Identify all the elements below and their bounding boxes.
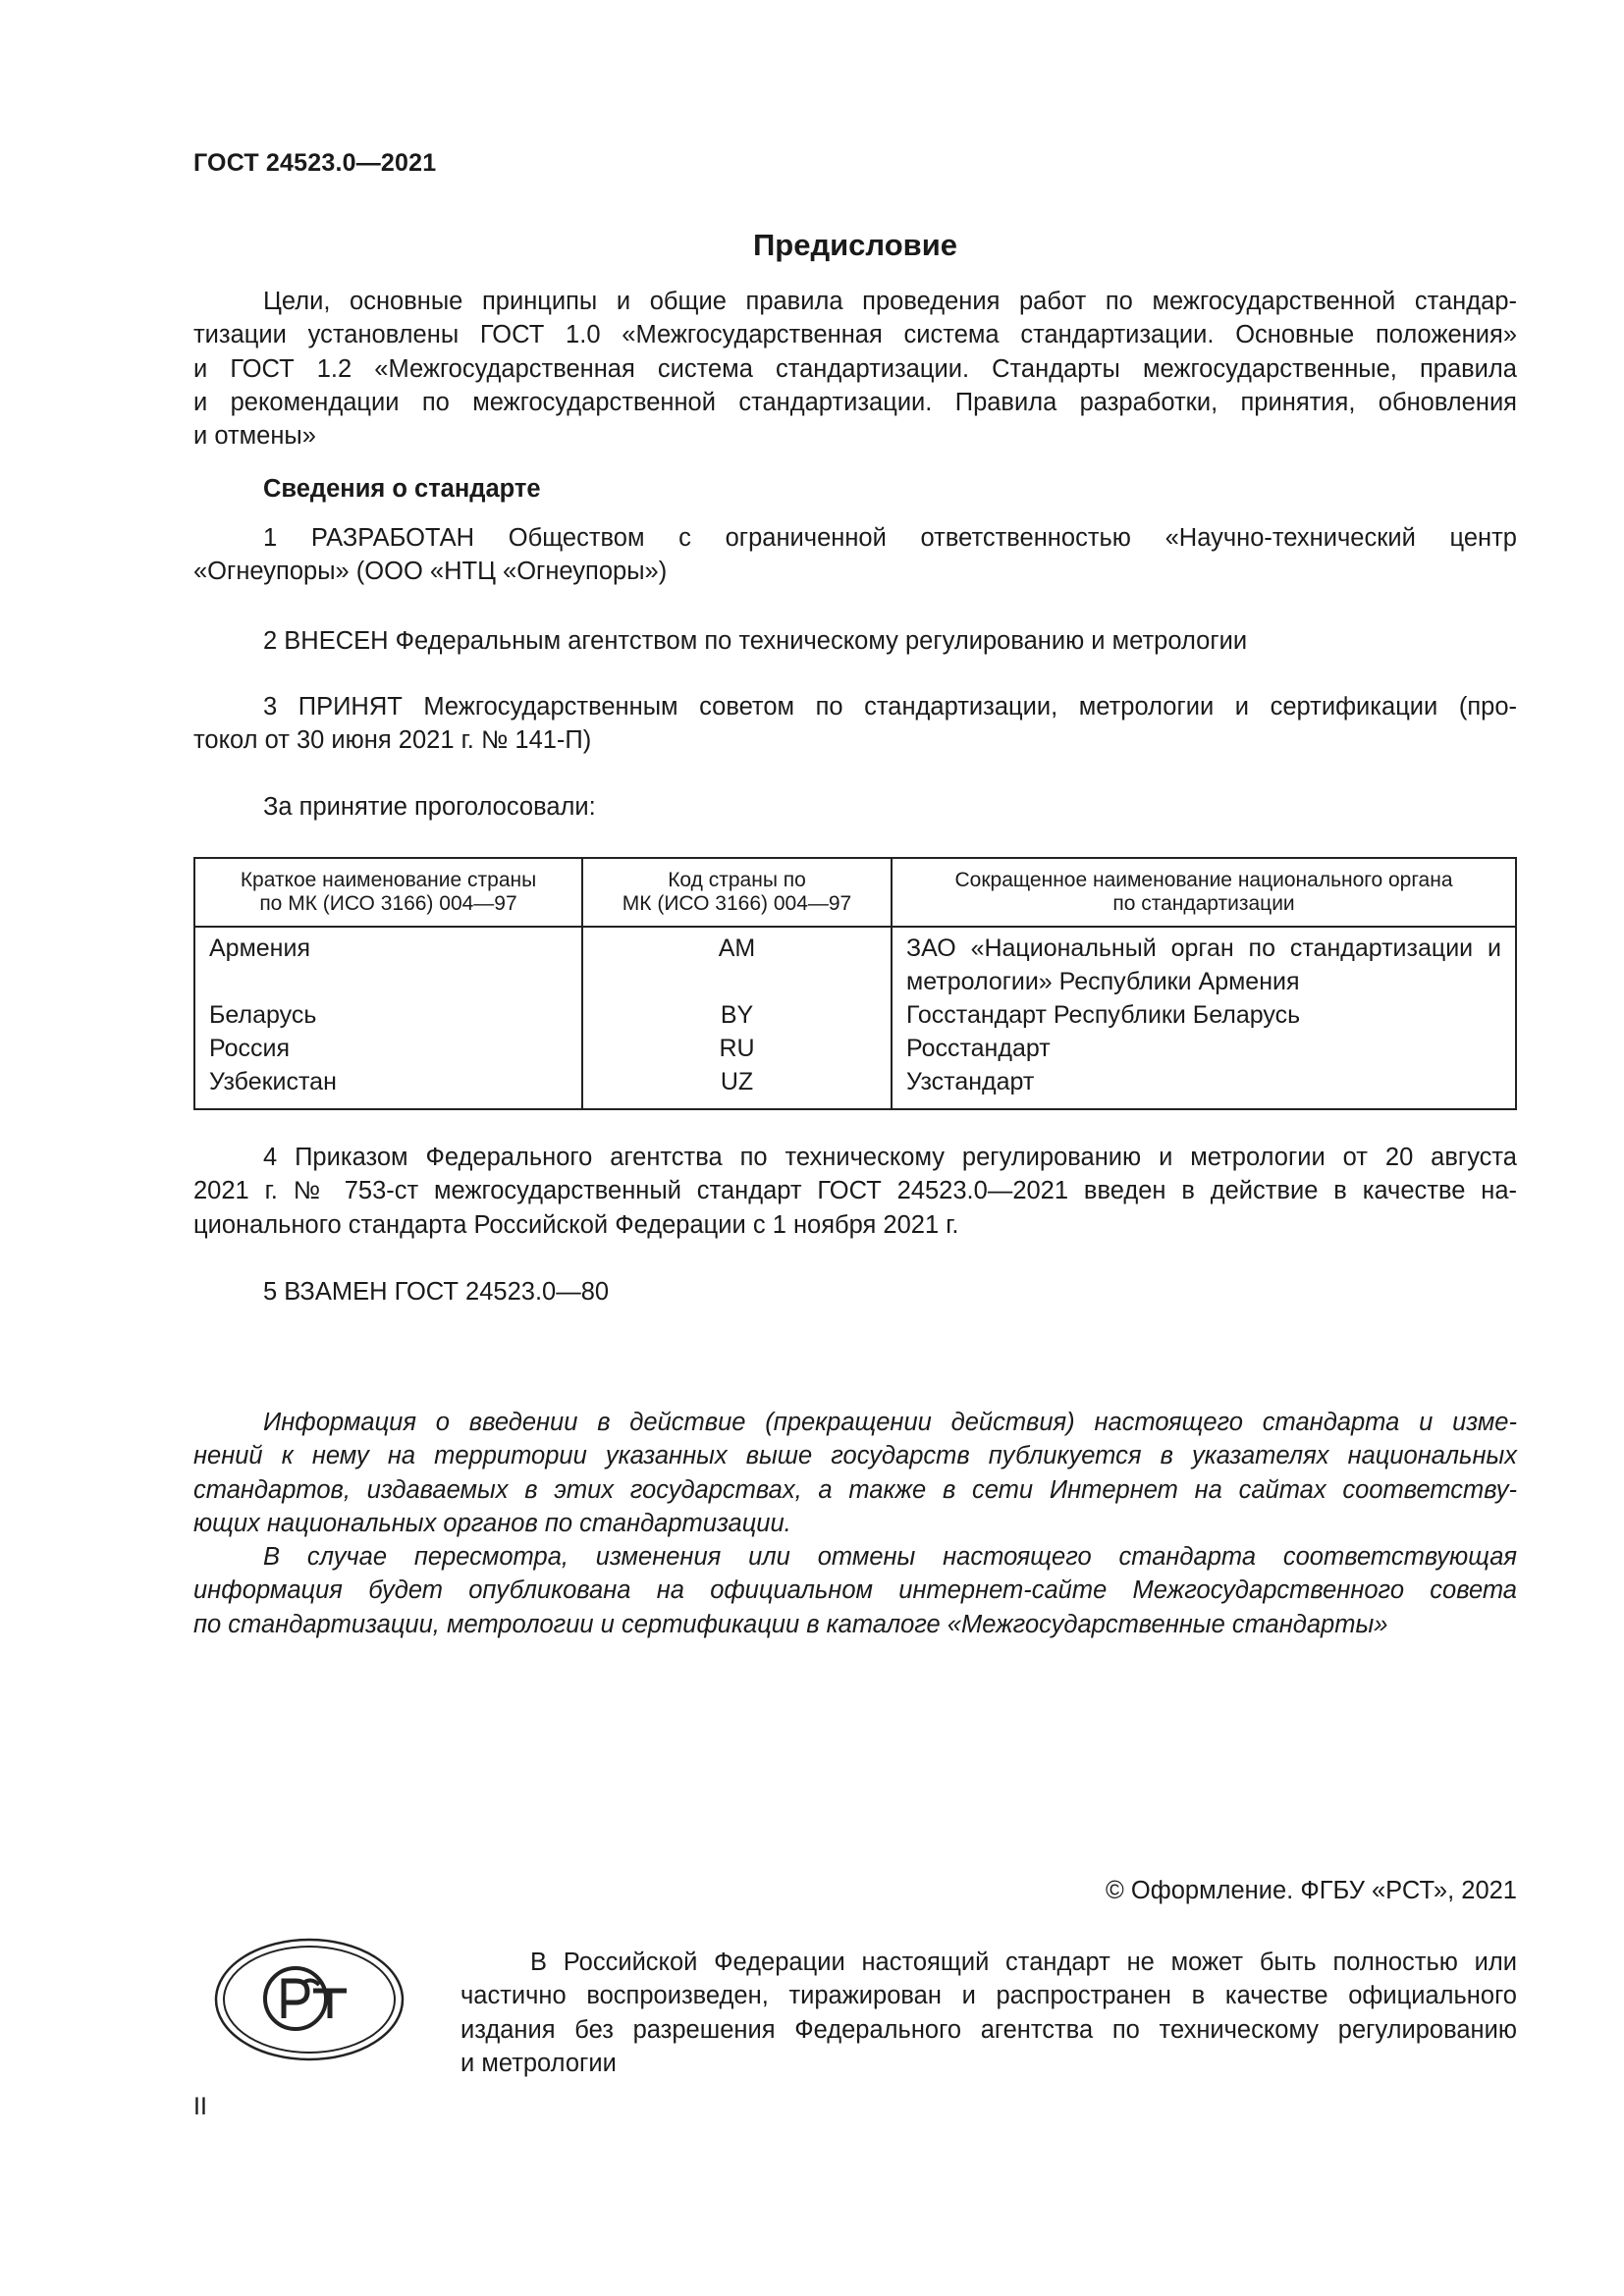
copyright-line: © Оформление. ФГБУ «РСТ», 2021 [1106, 1877, 1517, 1904]
reproduction-notice [460, 1946, 1517, 2080]
item-4-line: 2021 г. № 753-ст межгосударственный стандарт ГОСТ 24523.0—2021 введен в действие в качестве на- [193, 1177, 1517, 1205]
item-1-paragraph [193, 521, 1517, 589]
item-4-paragraph [193, 1141, 1517, 1242]
info-italic-line: Информация о введении в действие (прекращении действия) настоящего стандарта и изме- [263, 1409, 1517, 1436]
item-5-line: 5 ВЗАМЕН ГОСТ 24523.0—80 [263, 1278, 610, 1306]
column-header-country: Краткое наименование страны по МК (ИСО 3166) 004—97 [194, 858, 582, 927]
column-header-body: Сокращенное наименование национального органа по стандартизации [892, 858, 1516, 927]
table-row [194, 998, 1516, 1032]
intro-line: тизации установлены ГОСТ 1.0 «Межгосударственная система стандартизации. Основные положения» [193, 321, 1517, 349]
code-cell: UZ [582, 1065, 892, 1109]
standard-info-heading: Сведения о стандарте [263, 475, 541, 503]
rst-mark-icon [213, 1936, 406, 2063]
info-italic-paragraph-2 [193, 1540, 1517, 1641]
info-italic-line: нений к нему на территории указанных выше государств публикуется в указателях национальных [193, 1442, 1517, 1470]
info-italic-line: стандартов, издаваемых в этих государствах, а также в сети Интернет на сайтах соответству- [193, 1475, 1517, 1504]
notice-line: и метрологии [460, 2049, 617, 2077]
item-3-paragraph [193, 690, 1517, 758]
vote-intro-line: За принятие проголосовали: [263, 793, 596, 821]
table-header-row [194, 858, 1516, 927]
vote-intro-paragraph [193, 790, 1517, 824]
intro-line: Цели, основные принципы и общие правила проведения работ по межгосударственной стандар- [263, 288, 1517, 315]
item-4-line: 4 Приказом Федерального агентства по техническому регулированию и метрологии от 20 августа [263, 1144, 1517, 1171]
table-row [194, 1032, 1516, 1065]
info-italic-line: по стандартизации, метрологии и сертификации в каталоге «Межгосударственные стандарты» [193, 1610, 1388, 1638]
info-italic-line: информация будет опубликована на официальном интернет-сайте Межгосударственного совета [193, 1576, 1517, 1605]
code-cell: RU [582, 1032, 892, 1065]
item-3-line: токол от 30 июня 2021 г. № 141-П) [193, 726, 592, 755]
intro-line: и отмены» [193, 422, 316, 451]
item-2-paragraph [193, 624, 1517, 658]
code-cell: AM [582, 927, 892, 998]
intro-paragraph [193, 285, 1517, 453]
national-body-cell: ЗАО «Национальный орган по стандартизации и метрологии» Республики Армения [892, 927, 1516, 998]
country-cell: Беларусь [209, 1001, 317, 1029]
column-header-code: Код страны по МК (ИСО 3166) 004—97 [582, 858, 892, 927]
code-cell: BY [582, 998, 892, 1032]
document-code-header: ГОСТ 24523.0—2021 [193, 149, 437, 177]
item-4-line: ционального стандарта Российской Федерации с 1 ноября 2021 г. [193, 1210, 959, 1239]
country-cell: Узбекистан [209, 1068, 337, 1095]
item-1-line: «Огнеупоры» (ООО «НТЦ «Огнеупоры») [193, 558, 668, 586]
national-body-cell: Узстандарт [892, 1065, 1516, 1109]
item-1-line: 1 РАЗРАБОТАН Обществом с ограниченной ответственностью «Научно-технический центр [263, 524, 1517, 552]
page-number: II [193, 2093, 207, 2120]
intro-line: и ГОСТ 1.2 «Межгосударственная система стандартизации. Стандарты межгосударственные, правила [193, 354, 1517, 383]
notice-line: В Российской Федерации настоящий стандарт не может быть полностью или [530, 1949, 1517, 1976]
notice-line: частично воспроизведен, тиражирован и распространен в качестве официального [460, 1982, 1517, 2010]
item-3-line: 3 ПРИНЯТ Межгосударственным советом по стандартизации, метрологии и сертификации (про- [263, 693, 1517, 721]
item-2-line: 2 ВНЕСЕН Федеральным агентством по техническому регулированию и метрологии [263, 627, 1248, 655]
national-body-cell: Росстандарт [892, 1032, 1516, 1065]
country-cell: Россия [209, 1035, 290, 1062]
voting-countries-table [193, 857, 1517, 1110]
info-italic-line: ющих национальных органов по стандартизации. [193, 1509, 791, 1537]
notice-line: издания без разрешения Федерального агентства по техническому регулированию [460, 2015, 1517, 2044]
page-title: Предисловие [752, 228, 957, 262]
intro-line: и рекомендации по межгосударственной стандартизации. Правила разработки, принятия, обновления [193, 388, 1517, 416]
table-row [194, 927, 1516, 998]
item-5-paragraph [193, 1275, 1517, 1308]
national-body-cell: Госстандарт Республики Беларусь [892, 998, 1516, 1032]
info-italic-paragraph-1 [193, 1406, 1517, 1540]
table-row [194, 1065, 1516, 1109]
info-italic-line: В случае пересмотра, изменения или отмены настоящего стандарта соответствующая [263, 1543, 1517, 1571]
country-cell: Армения [209, 934, 310, 962]
